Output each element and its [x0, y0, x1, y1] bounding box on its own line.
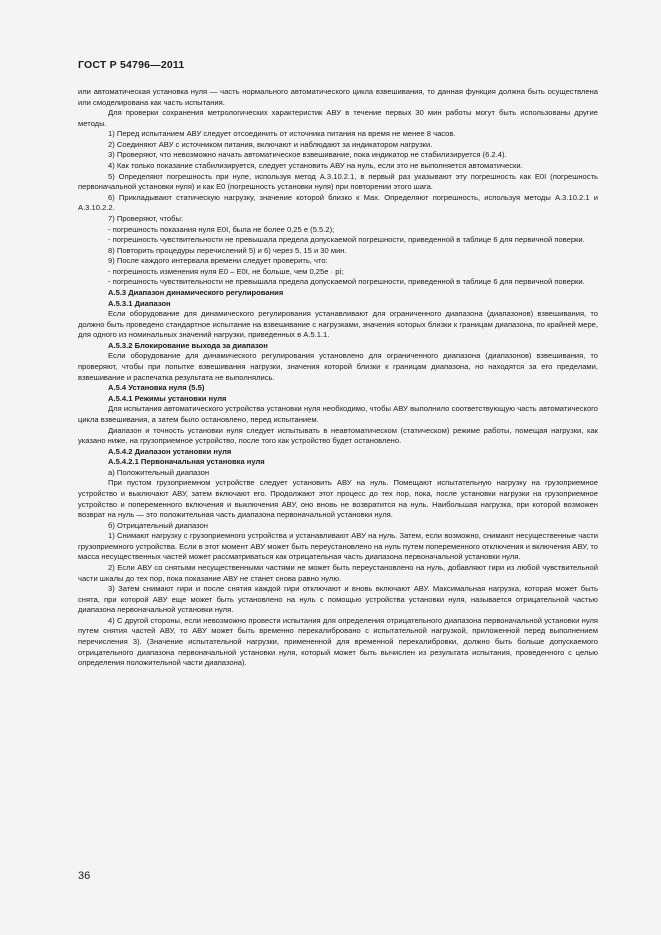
paragraph: а) Положительный диапазон: [108, 467, 210, 477]
paragraph: 2) Если АВУ со снятыми несущественными частями не может быть переустановлено на нуль, добавляют гири из любой чувствительной части шкалы до тех пор, пока показание АВУ не станет снова равно нулю.: [78, 563, 598, 583]
paragraph: 9) После каждого интервала времени следует проверить, что:: [108, 256, 328, 266]
paragraph: Для испытания автоматического устройства установки нуля необходимо, чтобы АВУ выполнило соответствующую часть автоматического цикла взвешивания, а затем было остановлено, перед испытанием.: [78, 404, 598, 424]
paragraph: 4) С другой стороны, если невозможно провести испытания для определения отрицательного диапазона первоначальной установки нуля путем снятия частей АВУ, то АВУ может быть временно перекалибровано с испытательной нагрузкой, приложенной перед выполнением перечисления 3). (Значение испытательной нагрузки, примененной для временной перекалибровки, должно быть больше допускаемого отрицательного диапазона первоначальной установки нуля, который может быть вычислен из результата испытания, проведенного с целью определения положительной части диапазона).: [78, 615, 598, 668]
paragraph: 1) Перед испытанием АВУ следует отсоединить от источника питания на время не менее 8 часов.: [108, 129, 456, 139]
section-heading: А.5.4.2.1 Первоначальная установка нуля: [108, 457, 265, 467]
paragraph: 3) Затем снимают гири и после снятия каждой гири отключают и вновь включают АВУ. Максимальная нагрузка, которая может быть снята, при которой АВУ еще может быть установлено на нуль с помощью устройства установки нуля, называется отрицательной частью диапазона первоначальной установки нуля.: [78, 584, 598, 615]
section-heading: А.5.4 Установка нуля (5.5): [108, 383, 205, 393]
paragraph: Если оборудование для динамического регулирования устанавливают для ограниченного диапазона (диапазонов) взвешивания, то должно быть проведено стандартное испытание на взвешивание с нагрузками, значения которых близки к границам диапазона, по крайней мере, для одного из номинальных значений нагрузки, приведенных в А.5.1.1.: [78, 309, 598, 340]
section-heading: А.5.4.2 Диапазон установки нуля: [108, 446, 232, 456]
paragraph: 1) Снимают нагрузку с грузоприемного устройства и устанавливают АВУ на нуль. Затем, если возможно, снимают несущественные части грузоприемного устройства. Если в этот момент АВУ может быть переустановлено на нуль путем попеременного отключения и включения АВУ, то масса несущественных частей может рассматриваться как отрицательная часть диапазона первоначальной установки нуля.: [78, 531, 598, 562]
section-heading: А.5.3.1 Диапазон: [108, 298, 171, 308]
document-body: [78, 87, 598, 669]
paragraph: 7) Проверяют, чтобы:: [108, 213, 184, 223]
section-heading: А.5.3.2 Блокирование выхода за диапазон: [108, 340, 268, 350]
paragraph: Если оборудование для динамического регулирования установлено для ограниченного диапазона (диапазонов) взвешивания, то проверяют, чтобы при попытке взвешивания нагрузки, значения которой близки к границам диапазона, но находятся за его пределами, взвешивание и распечатка результата не выполнялись.: [78, 351, 598, 382]
paragraph: 8) Повторить процедуры перечислений 5) и 6) через 5, 15 и 30 мин.: [108, 245, 347, 255]
document-header: ГОСТ Р 54796—2011: [78, 59, 185, 71]
paragraph: 4) Как только показание стабилизируется, следует установить АВУ на нуль, если это не выполняется автоматически.: [108, 161, 523, 171]
paragraph: 6) Прикладывают статическую нагрузку, значение которой близко к Max. Определяют погрешность, используя методы А.3.10.2.1 и А.3.10.2.2.: [78, 192, 598, 213]
section-heading: А.5.3 Диапазон динамического регулирования: [108, 287, 284, 297]
paragraph: 3) Проверяют, что невозможно начать автоматическое взвешивание, пока индикатор не стабилизируется (6.2.4).: [108, 150, 507, 160]
paragraph: Для проверки сохранения метрологических характеристик АВУ в течение первых 30 мин работы могут быть использованы другие методы.: [78, 108, 598, 128]
paragraph: Диапазон и точность установки нуля следует испытывать в неавтоматическом (статическом) режиме работы, помещая нагрузки, как указано ниже, на грузоприемное устройство, после того как устройство будет остановлено.: [78, 425, 598, 446]
paragraph: - погрешность изменения нуля E0 – E0I, не больше, чем 0,25e · pi;: [108, 266, 344, 276]
paragraph: - погрешность показания нуля E0I, была не более 0,25 e (5.5.2);: [108, 224, 335, 234]
paragraph: или автоматическая установка нуля — часть нормального автоматического цикла взвешивания, то данная функция должна быть осуществлена или смоделирована как часть испытания.: [78, 87, 598, 107]
page-number: 36: [78, 870, 91, 882]
paragraph: - погрешность чувствительности не превышала предела допускаемой погрешности, приведенной в таблице 6 для первичной поверки.: [108, 235, 585, 245]
paragraph: 2) Соединяют АВУ с источником питания, включают и наблюдают за индикатором нагрузки.: [108, 139, 433, 149]
section-heading: А.5.4.1 Режимы установки нуля: [108, 393, 227, 403]
paragraph: - погрешность чувствительности не превышала предела допускаемой погрешности, приведенной в таблице 6 для первичной поверки.: [108, 277, 585, 287]
paragraph: 5) Определяют погрешность при нуле, используя метод А.3.10.2.1, в первый раз указывают эту погрешность как E0I (погрешность первоначальной установки нуля) и как E0 (погрешность установки нуля) при повторении этого шага.: [78, 171, 598, 192]
paragraph: При пустом грузоприемном устройстве следует установить АВУ на нуль. Помещают испытательную нагрузку на грузоприемное устройство и выключают АВУ, затем включают его. Продолжают этот процесс до тех пор, пока, после установки нагрузки на грузоприемное устройство и попеременного включения и выключения АВУ, оно вновь не возвратится на нуль. Наибольшая нагрузка, при которой возможен возврат на нуль — это положительная часть диапазона первоначальной установки нуля.: [78, 478, 598, 520]
paragraph: б) Отрицательный диапазон: [108, 520, 208, 530]
